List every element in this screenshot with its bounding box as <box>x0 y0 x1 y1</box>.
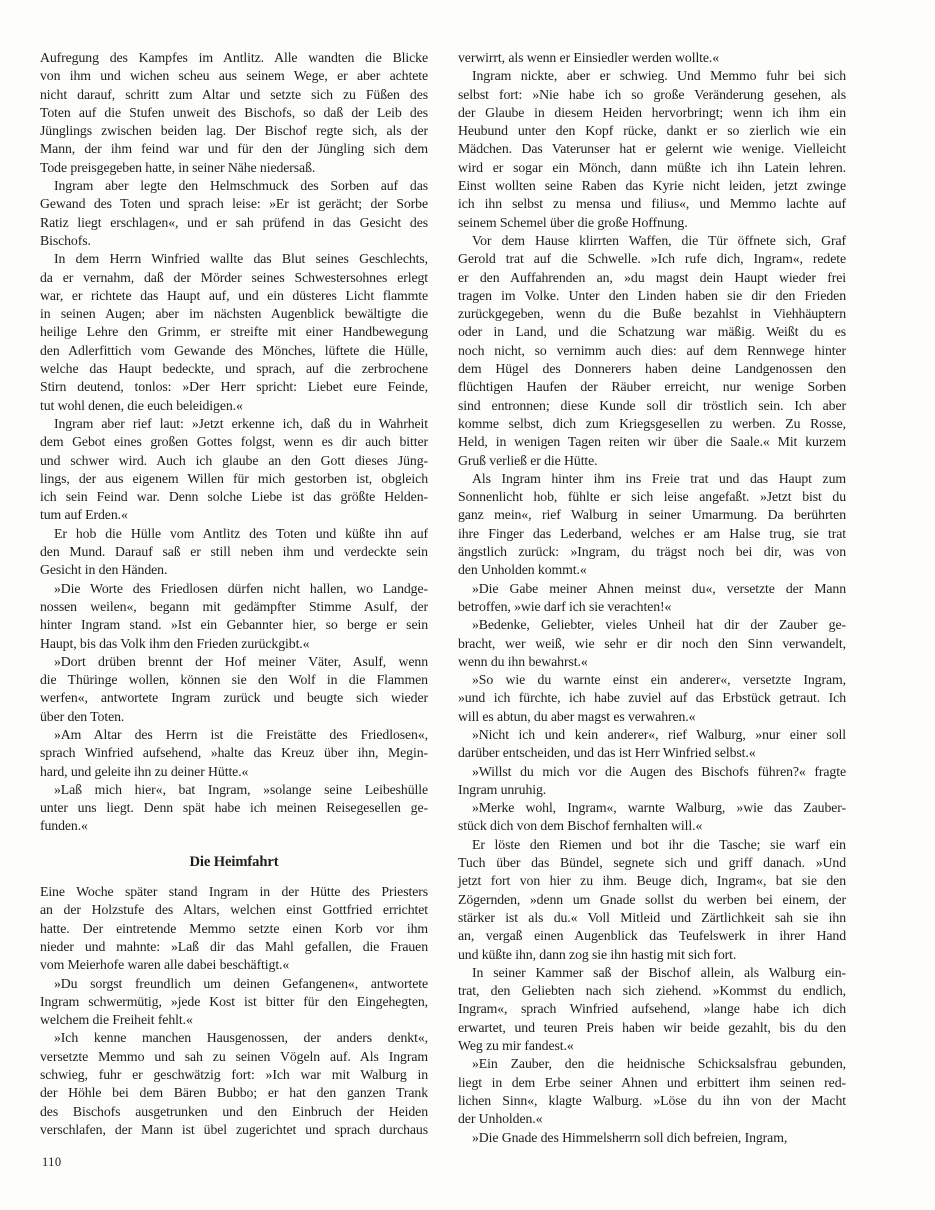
paragraph <box>40 653 428 726</box>
paragraph <box>458 67 846 232</box>
paragraph <box>458 470 846 580</box>
text-line: Haupt, bis das Volk ihm den Frieden zurückgibt.« <box>40 635 310 651</box>
text-line: Jünglings zwischen beiden lag. Der Bischof regte sich, als der <box>40 123 428 139</box>
text-line: Als Ingram hinter ihm ins Freie trat und das Haupt zum <box>472 470 846 486</box>
text-line: Tode preisgegeben hatte, in seiner Nähe niedersaß. <box>40 159 316 175</box>
paragraph <box>40 580 428 653</box>
text-line: »Die Gabe meiner Ahnen meinst du«, versetzte der Mann <box>472 580 846 596</box>
text-line: an, vergaß einen Augenblick das Teufelswerk in ihrer Hand <box>458 928 846 944</box>
text-line: »und ich fürchte, ich habe zuviel auf das Erbstück getraut. Ich <box>458 690 846 706</box>
text-line: Bischofs. <box>40 232 91 248</box>
text-line: sind entronnen; diese Kunde soll dir tröstlich sein. Ich aber <box>458 397 846 413</box>
text-line: verschlafen, der Mann ist übel zugerichtet und sprach durchaus <box>40 1121 428 1137</box>
text-line: noch nicht, so vernimm auch dies: auf dem Rennwege hinter <box>458 342 846 358</box>
text-line: »Ich kenne manchen Hausgenossen, der anders denkt«, <box>54 1030 428 1046</box>
text-line: stück dich von dem Bischof fernhalten will.« <box>458 818 703 834</box>
text-line: der Unholden.« <box>458 1111 543 1127</box>
right-column <box>458 49 846 1147</box>
text-line: ängstlich zurück: »Ingram, du trägst noch bei dir, was von <box>458 544 846 560</box>
text-line: wird er sogar ein Mönch, dann müßte ich ihn Latein lehren. <box>458 159 846 175</box>
section-heading: Die Heimfahrt <box>189 853 279 870</box>
text-line: »Die Worte des Friedlosen dürfen nicht hallen, wo Landge- <box>54 580 428 596</box>
text-line: In dem Herrn Winfried wallte das Blut seines Geschlechts, <box>54 251 428 267</box>
text-line: trat, den Geliebten nach sich ziehend. »Kommst du endlich, <box>458 983 846 999</box>
text-line: lings, der aus eigenem Willen für mich gestorben ist, obgleich <box>40 470 428 486</box>
text-line: von ihm und wichen scheu aus seinem Wege, er aber achtete <box>40 68 428 84</box>
paragraph <box>458 580 846 617</box>
text-line: den Mund. Darauf saß er still neben ihm und verdeckte sein <box>40 544 428 560</box>
text-line: Weg zu mir fandest.« <box>458 1038 574 1054</box>
text-line: ich ihn selbst zu mensa und filius«, und Memmo lachte auf <box>458 196 846 212</box>
text-line: ich sein Feind war. Denn solche Liebe ist das größte Helden- <box>40 489 428 505</box>
paragraph <box>40 1029 428 1139</box>
text-line: welchem die Freiheit fehlt.« <box>40 1012 193 1028</box>
text-line: den Unholden kommt.« <box>458 562 587 578</box>
text-line: »So wie du warnte einst ein anderer«, versetzte Ingram, <box>472 672 846 688</box>
text-line: flüchtigen Haufen der Räuber erreicht, nur wenige Sorben <box>458 379 846 395</box>
paragraph <box>40 177 428 250</box>
paragraph <box>458 726 846 763</box>
text-line: heilige Lehre den Grimm, er streifte mit einer Handbewegung <box>40 324 428 340</box>
paragraph <box>458 671 846 726</box>
text-line: verwirrt, als wenn er Einsiedler werden wollte.« <box>458 50 720 65</box>
text-line: Held, in wenigen Tagen reiten wir über die Saale.« Mit kurzem <box>458 434 846 450</box>
text-line: Ingram nickte, aber er schwieg. Und Memmo fuhr bei sich <box>472 68 846 84</box>
text-line: »Am Altar des Herrn ist die Freistätte des Friedlosen«, <box>54 726 428 742</box>
text-line: komme selbst, dich zum Kriegsgesellen zu werben. Zu Rosse, <box>458 415 846 431</box>
text-line: betroffen, »wie darf ich sie verachten!« <box>458 598 672 614</box>
text-line: Mann, der ihm feind war und für den der Jüngling sich dem <box>40 141 428 157</box>
text-line: ihre Finger das Lederband, welches er am Halse trug, sie trat <box>458 525 846 541</box>
text-line: tut wohl denen, die euch beleidigen.« <box>40 397 243 413</box>
text-line: des Bischofs ausgetrunken und den Einbruch der Heiden <box>40 1103 428 1119</box>
text-line: »Nicht ich und kein anderer«, rief Walburg, »nur einer soll <box>472 726 846 742</box>
paragraph <box>458 232 846 470</box>
text-line: Toten auf die Stufen unweit des Bischofs, so daß der Leib des <box>40 104 428 120</box>
text-line: »Die Gnade des Himmelsherrn soll dich befreien, Ingram, <box>472 1129 788 1145</box>
left-column <box>40 49 428 1147</box>
paragraph <box>458 1055 846 1128</box>
text-line: will es abtun, du aber magst es verwahren.« <box>458 708 696 724</box>
text-line: »Du sorgst freundlich um deinen Gefangenen«, antwortete <box>54 975 428 991</box>
text-line: Gewand des Toten und sprach leise: »Er ist gerächt; der Sorbe <box>40 196 428 212</box>
text-line: über den Toten. <box>40 708 125 724</box>
text-line: an der Holzstufe des Altars, welchen einst Gottfried errichtet <box>40 902 428 918</box>
text-line: Ratiz liegt erschlagen«, und er sah prüfend in das Gesicht des <box>40 214 428 230</box>
paragraph <box>40 525 428 580</box>
text-line: hard, und geleite ihn zu deiner Hütte.« <box>40 763 249 779</box>
text-line: »Merke wohl, Ingram«, warnte Walburg, »wie das Zauber- <box>472 800 846 816</box>
text-line: Ingram unruhig. <box>458 781 547 797</box>
paragraph <box>40 883 428 974</box>
text-line: Er löste den Riemen und bot ihr die Tasche; sie warf ein <box>472 836 846 852</box>
text-line: Zögernden, »denn um Gnade sollst du werben bei einem, der <box>458 891 846 907</box>
text-line: »Laß mich hier«, bat Ingram, »solange seine Leibeshülle <box>54 781 428 797</box>
text-line: nieder und mahnte: »Laß dir das Mahl gefallen, die Frauen <box>40 938 428 954</box>
paragraph <box>458 836 846 964</box>
text-line: Sonnenlicht hob, fühlte er sich leise angefaßt. »Jetzt bist du <box>458 489 846 505</box>
text-line: darüber entscheiden, und das ist Herr Winfried selbst.« <box>458 745 756 761</box>
text-line: Ingram«, sprach Winfried aufsehend, »lange habe ich dich <box>458 1001 846 1017</box>
text-line: schwieg, fuhr er geschwätzig fort: »Ich war mit Walburg in <box>40 1067 428 1083</box>
text-line: Gruß verließ er die Hütte. <box>458 452 598 468</box>
page-number: 110 <box>42 1155 62 1169</box>
text-line: »Willst du mich vor die Augen des Bischofs führen?« fragte <box>472 763 846 779</box>
text-line: jetzt fort von hier zu ihm. Beuge dich, Ingram«, bat sie den <box>458 873 846 889</box>
text-line: Vor dem Hause klirrten Waffen, die Tür öffnete sich, Graf <box>472 232 846 248</box>
text-line: stärker ist als du.« Voll Mitleid und Zärtlichkeit sah sie ihn <box>458 909 846 925</box>
text-line: der Höhle bei dem Bären Bubbo; er hat den ganzen Trank <box>40 1085 428 1101</box>
text-line: »Dort drüben brennt der Hof meiner Väter, Asulf, wenn <box>54 653 428 669</box>
text-line: sprach Winfried aufsehend, »halte das Kreuz über ihn, Megin- <box>40 745 428 761</box>
text-line: welche das Haupt bedeckte, und sprach, auf die zerbrochene <box>40 361 428 377</box>
text-line: Einst wollten seine Raben das Kyrie nicht leiden, jetzt zwinge <box>458 178 846 194</box>
text-line: die Thüringe wollen, können sie den Wolf in die Flammen <box>40 672 428 688</box>
paragraph <box>458 799 846 836</box>
text-line: in seinen Augen; aber im nächsten Augenblick bewältigte die <box>40 306 428 322</box>
text-line: Eine Woche später stand Ingram in der Hütte des Priesters <box>40 884 428 900</box>
text-line: erwartet, und teuren Preis haben wir beide gezahlt, bis du den <box>458 1019 846 1035</box>
text-line: lichen Sinn«, klagte Walburg. »Löse du ihn von der Macht <box>458 1092 846 1108</box>
paragraph <box>458 964 846 1055</box>
text-line: und küßte ihn, dann zog sie ihn hastig mit sich fort. <box>458 946 737 962</box>
text-line: vom Meierhofe waren alle dabei beschäftigt.« <box>40 957 290 973</box>
paragraph <box>40 781 428 836</box>
text-line: zurückgegeben, wenn du die Buße bezahlst in Viehhäuptern <box>458 306 846 322</box>
text-line: liegt in dem Erbe seiner Ahnen und erbittert ihm seinen red- <box>458 1074 846 1090</box>
text-line: »Bedenke, Geliebter, vieles Unheil hat dir der Zauber ge- <box>472 617 846 633</box>
paragraph <box>458 1129 846 1147</box>
text-line: war, er richtete das Haupt auf, und ein düsteres Licht flammte <box>40 287 428 303</box>
text-columns <box>40 49 846 1147</box>
text-line: seinem Schemel über die große Hoffnung. <box>458 214 688 230</box>
text-line: werfen«, antwortete Ingram zurück und beugte sich wieder <box>40 690 428 706</box>
text-line: er den Auffahrenden an, »du magst dein Haupt wieder frei <box>458 269 846 285</box>
text-line: Aufregung des Kampfes im Antlitz. Alle wandten die Blicke <box>40 50 428 65</box>
text-line: Mädchen. Das Vaterunser hat er gelernt wie wenige. Vielleicht <box>458 141 846 157</box>
text-line: Ingram aber legte den Helmschmuck des Sorben auf das <box>54 178 428 194</box>
text-line: funden.« <box>40 818 88 834</box>
text-line: versetzte Memmo und sah zu seinen Vögeln auf. Als Ingram <box>40 1048 428 1064</box>
text-line: nossen weilen«, begann mit gedämpfter Stimme Asulf, der <box>40 598 428 614</box>
text-line: Stirn deutend, tonlos: »Der Herr spricht: Liebet eure Feinde, <box>40 379 428 395</box>
text-line: den Adlerfittich vom Gewande des Mönches, lüftete die Hülle, <box>40 342 428 358</box>
text-line: der Glaube in diesem Heiden hervorbringt; wenn ich ihm ein <box>458 104 846 120</box>
text-line: Heubund unter den Kopf rücke, dankt er so zierlich wie ein <box>458 123 846 139</box>
text-line: Gesicht in den Händen. <box>40 562 168 578</box>
paragraph <box>458 49 846 67</box>
text-line: Tuch über das Bündel, segnete sich und griff danach. »Und <box>458 855 846 871</box>
text-line: In seiner Kammer saß der Bischof allein, als Walburg ein- <box>472 964 846 980</box>
paragraph <box>40 975 428 1030</box>
text-line: da er vernahm, daß der Mörder seines Schwestersohnes erlegt <box>40 269 428 285</box>
paragraph <box>40 250 428 415</box>
text-line: tum auf Erden.« <box>40 507 128 523</box>
text-line: hinter Ingram stand. »Ist ein Gebannter hier, so berge er sein <box>40 617 428 633</box>
text-line: wenn du ihn bewahrst.« <box>458 653 588 669</box>
text-line: Er hob die Hülle vom Antlitz des Toten und küßte ihn auf <box>54 525 428 541</box>
text-line: Gerold trat auf die Schwelle. »Ich rufe dich, Ingram«, redete <box>458 251 846 267</box>
paragraph <box>40 726 428 781</box>
paragraph <box>458 616 846 671</box>
text-line: dem Hügel des Donnerers haben deine Landgenossen den <box>458 361 846 377</box>
text-line: unter uns liegt. Denn spät habe ich meinen Reisegesellen ge- <box>40 800 428 816</box>
text-line: Ingram schwermütig, »jede Kost ist bitter für den Eingehegten, <box>40 993 428 1009</box>
paragraph <box>458 763 846 800</box>
text-line: und schwer wird. Auch ich glaube an den Gott dieses Jüng- <box>40 452 428 468</box>
text-line: »Ein Zauber, den die heidnische Schicksalsfrau gebunden, <box>472 1056 846 1072</box>
text-line: bracht, wer weiß, wie sehr er dir noch den Sinn verwandelt, <box>458 635 846 651</box>
text-line: ganz mein«, rief Walburg in seiner Umarmung. Da berührten <box>458 507 846 523</box>
text-line: selbst fort: »Nie habe ich so große Veränderung gesehen, als <box>458 86 846 102</box>
paragraph <box>40 49 428 177</box>
text-line: Ingram aber rief laut: »Jetzt erkenne ich, daß du in Wahrheit <box>54 415 428 431</box>
text-line: tragen im Volke. Unter den Linden haben sie dir den Frieden <box>458 287 846 303</box>
text-line: nicht darauf, schritt zum Altar und setzte sich zu Füßen des <box>40 86 428 102</box>
text-line: dem Gebot eines großen Gottes folgst, wenn es dir auch bitter <box>40 434 428 450</box>
text-line: hatte. Der eintretende Memmo setzte einen Korb vor ihm <box>40 920 428 936</box>
text-line: oder in Land, und die Schatzung war mäßig. Weißt du es <box>458 324 846 340</box>
paragraph <box>40 415 428 525</box>
